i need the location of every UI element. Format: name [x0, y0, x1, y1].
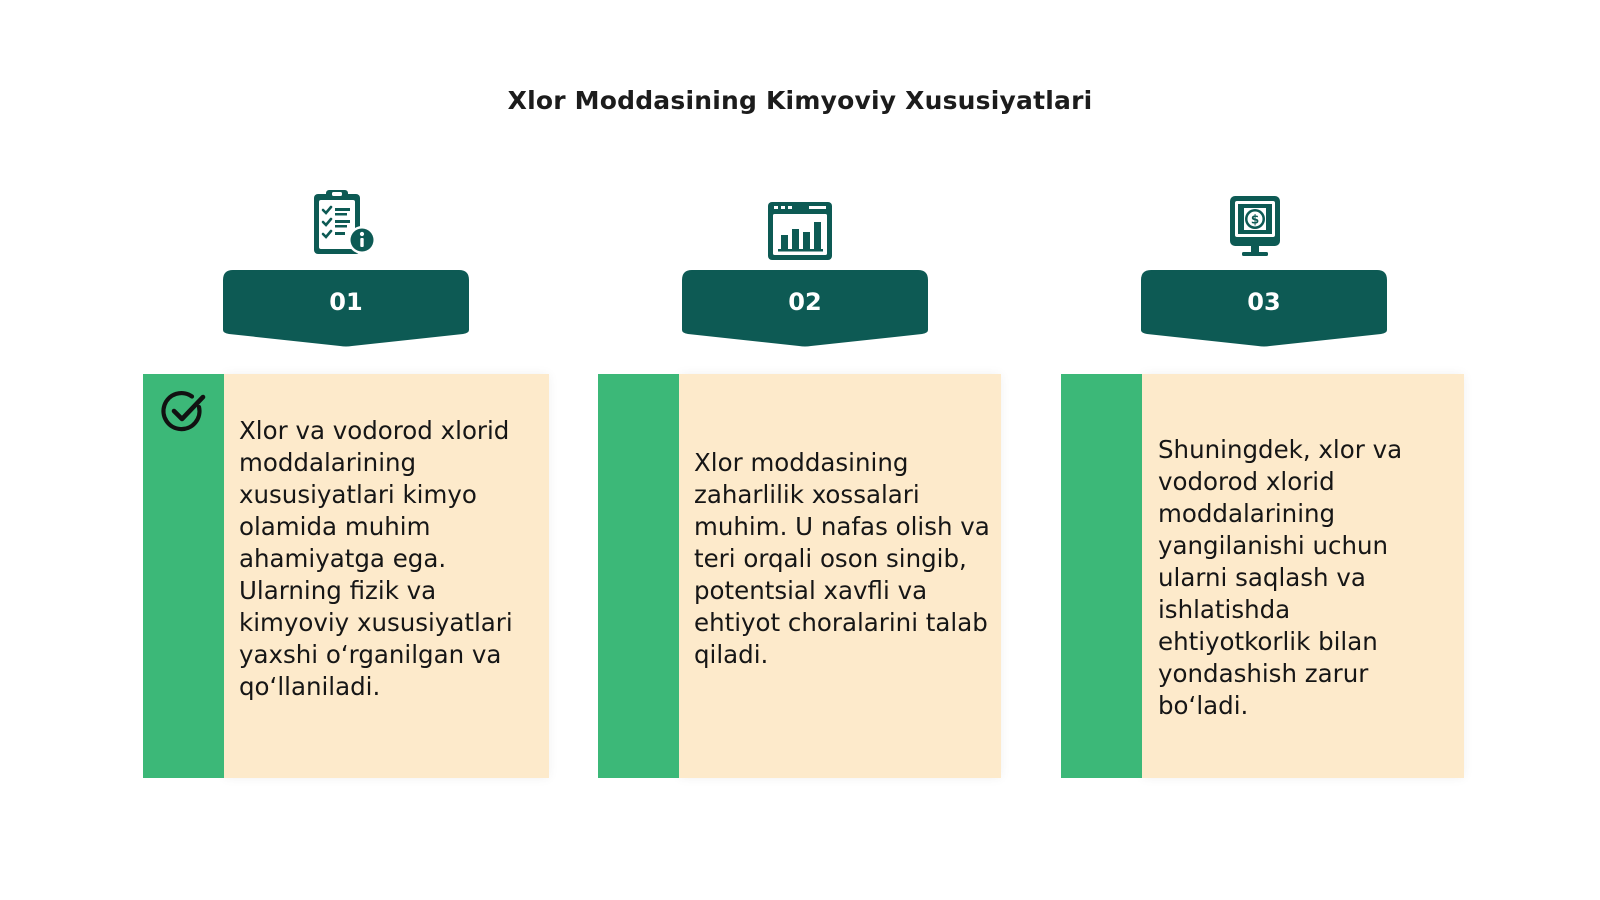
svg-text:$: $ [1250, 212, 1260, 227]
check-circle-icon [159, 387, 209, 437]
card-stripe-03 [1061, 374, 1142, 778]
step-number: 01 [329, 288, 363, 316]
clipboard-info-icon [310, 188, 380, 258]
card-text-03: Shuningdek, xlor va vodorod xlorid moddalarining yangilanishi uchun ularni saqlash va ishlatishda ehtiyotkorlik bilan yondashish zarur bo‘ladi. [1158, 435, 1403, 720]
step-badge-03 [1141, 270, 1387, 348]
page-title: Xlor Moddasining Kimyoviy Xususiyatlari [507, 86, 1093, 115]
step-badge-01 [223, 270, 469, 348]
step-number: 03 [1247, 288, 1281, 316]
step-number: 02 [788, 288, 822, 316]
card-text-01: Xlor va vodorod xlorid moddalarining xususiyatlari kimyo olamida muhim ahamiyatga ega. Ularning fizik va kimyoviy xususiyatlari yaxshi o‘rganilgan va qo‘llaniladi. [239, 416, 513, 701]
monitor-dollar-icon [1220, 192, 1290, 262]
card-stripe-02 [598, 374, 679, 778]
card-text-02: Xlor moddasining zaharlilik xossalari muhim. U nafas olish va teri orqali oson singib, potentsial xavfli va ehtiyot choralarini talab qiladi. [694, 448, 990, 669]
browser-chart-icon [765, 196, 835, 266]
step-badge-02 [682, 270, 928, 348]
